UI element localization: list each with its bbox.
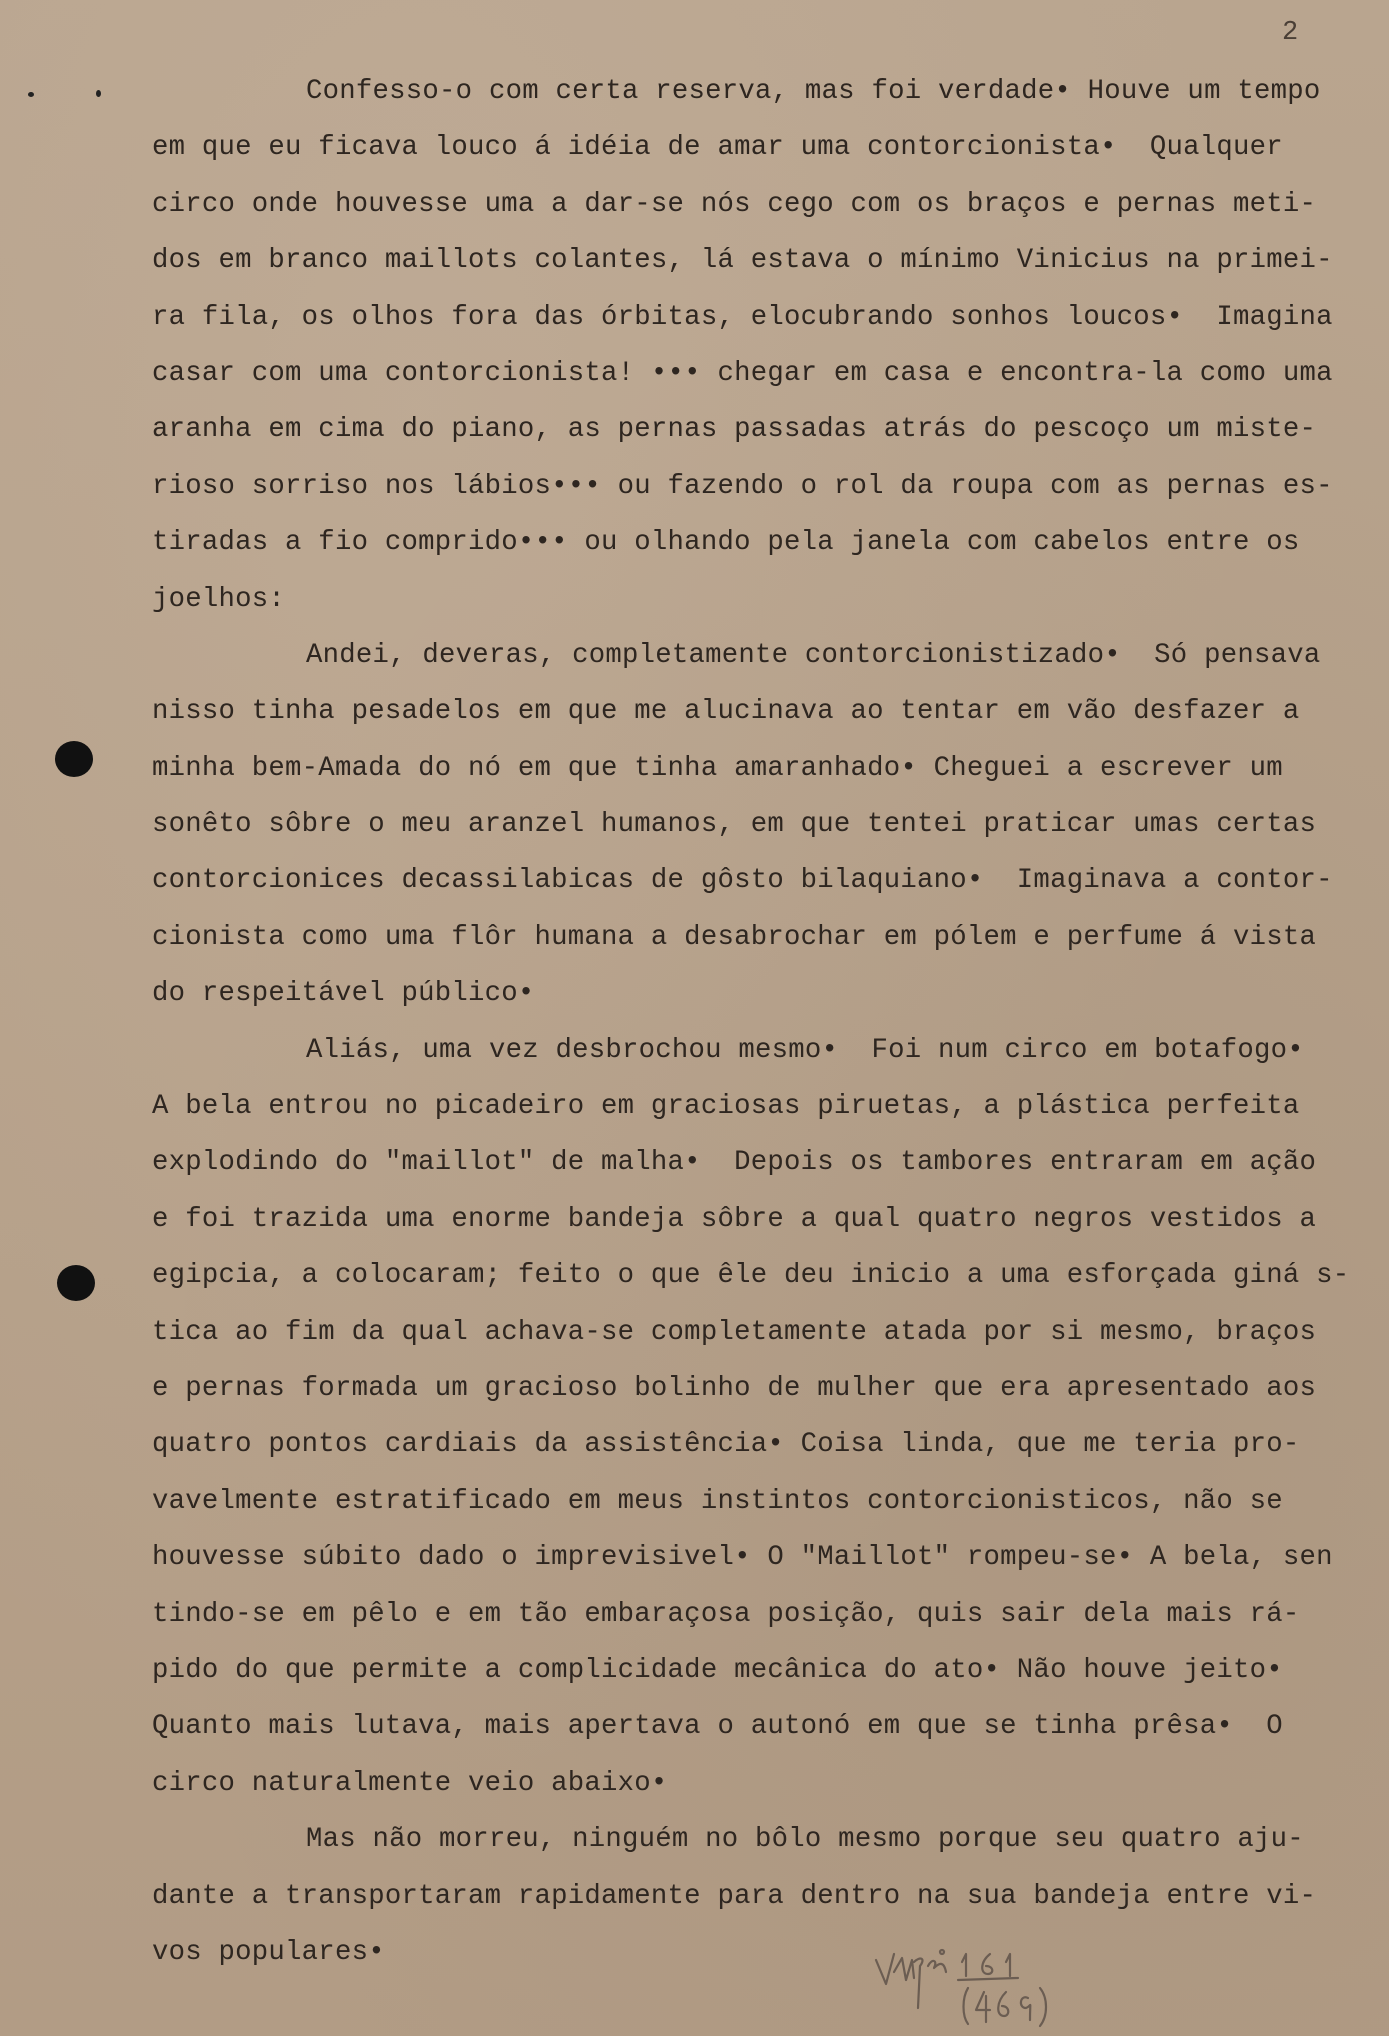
text-line: Quanto mais lutava, mais apertava o autonó em que se tinha prêsa• O bbox=[152, 1711, 1283, 1743]
margin-mark bbox=[96, 90, 101, 97]
text-line: ra fila, os olhos fora das órbitas, elocubrando sonhos loucos• Imagina bbox=[152, 301, 1333, 333]
text-line: houvesse súbito dado o imprevisivel• O "Maillot" rompeu-se• A bela, sen bbox=[152, 1542, 1333, 1574]
text-line: joelhos: bbox=[152, 583, 286, 615]
text-line: tica ao fim da qual achava-se completamente atada por si mesmo, braços bbox=[152, 1316, 1317, 1348]
text-line: dos em branco maillots colantes, lá estava o mínimo Vinicius na primei- bbox=[152, 245, 1333, 277]
text-line: do respeitável público• bbox=[152, 978, 535, 1010]
text-line: e pernas formada um gracioso bolinho de mulher que era apresentado aos bbox=[152, 1372, 1317, 1404]
text-line: contorcionices decassilabicas de gôsto bilaquiano• Imaginava a contor- bbox=[152, 865, 1333, 897]
text-line: e foi trazida uma enorme bandeja sôbre a qual quatro negros vestidos a bbox=[152, 1203, 1317, 1235]
text-line: sonêto sôbre o meu aranzel humanos, em que tentei praticar umas certas bbox=[152, 809, 1317, 841]
text-line: tindo-se em pêlo e em tão embaraçosa posição, quis sair dela mais rá- bbox=[152, 1598, 1300, 1630]
text-line: aranha em cima do piano, as pernas passadas atrás do pescoço um miste- bbox=[152, 414, 1317, 446]
text-line: minha bem-Amada do nó em que tinha amaranhado• Cheguei a escrever um bbox=[152, 752, 1283, 784]
text-line: Aliás, uma vez desbrochou mesmo• Foi num circo em botafogo• bbox=[306, 1034, 1304, 1066]
handwritten-archive-note bbox=[868, 1932, 1118, 2032]
text-line: circo naturalmente veio abaixo• bbox=[152, 1767, 668, 1799]
text-line: Confesso-o com certa reserva, mas foi verdade• Houve um tempo bbox=[306, 76, 1321, 107]
text-line: Andei, deveras, completamente contorcionistizado• Só pensava bbox=[306, 639, 1321, 671]
text-line: casar com uma contorcionista! ••• chegar em casa e encontra-la como uma bbox=[152, 357, 1333, 389]
text-line: explodindo do "maillot" de malha• Depois os tambores entraram em ação bbox=[152, 1147, 1317, 1179]
text-line: nisso tinha pesadelos em que me alucinava ao tentar em vão desfazer a bbox=[152, 696, 1300, 728]
text-line: pido do que permite a complicidade mecânica do ato• Não houve jeito• bbox=[152, 1654, 1283, 1686]
text-line: vos populares• bbox=[152, 1936, 385, 1968]
text-line: em que eu ficava louco á idéia de amar uma contorcionista• Qualquer bbox=[152, 132, 1283, 164]
punch-hole-top bbox=[55, 741, 93, 777]
page-number: 2 bbox=[1282, 18, 1299, 48]
text-line: dante a transportaram rapidamente para dentro na sua bandeja entre vi- bbox=[152, 1880, 1317, 1912]
margin-mark bbox=[28, 92, 34, 97]
document-body bbox=[152, 72, 1362, 1989]
text-line: egipcia, a colocaram; feito o que êle deu inicio a uma esforçada giná s- bbox=[152, 1260, 1350, 1292]
text-line: vavelmente estratificado em meus instintos contorcionisticos, não se bbox=[152, 1485, 1283, 1517]
punch-hole-bottom bbox=[57, 1265, 95, 1301]
text-line: circo onde houvesse uma a dar-se nós cego com os braços e pernas meti- bbox=[152, 188, 1317, 220]
text-line: rioso sorriso nos lábios••• ou fazendo o rol da roupa com as pernas es- bbox=[152, 470, 1333, 502]
text-line: cionista como uma flôr humana a desabrochar em pólem e perfume á vista bbox=[152, 921, 1317, 953]
text-line: tiradas a fio comprido••• ou olhando pela janela com cabelos entre os bbox=[152, 527, 1300, 559]
text-line: quatro pontos cardiais da assistência• Coisa linda, que me teria pro- bbox=[152, 1429, 1300, 1461]
text-line: A bela entrou no picadeiro em graciosas piruetas, a plástica perfeita bbox=[152, 1091, 1300, 1123]
text-line: Mas não morreu, ninguém no bôlo mesmo porque seu quatro aju- bbox=[306, 1824, 1304, 1856]
